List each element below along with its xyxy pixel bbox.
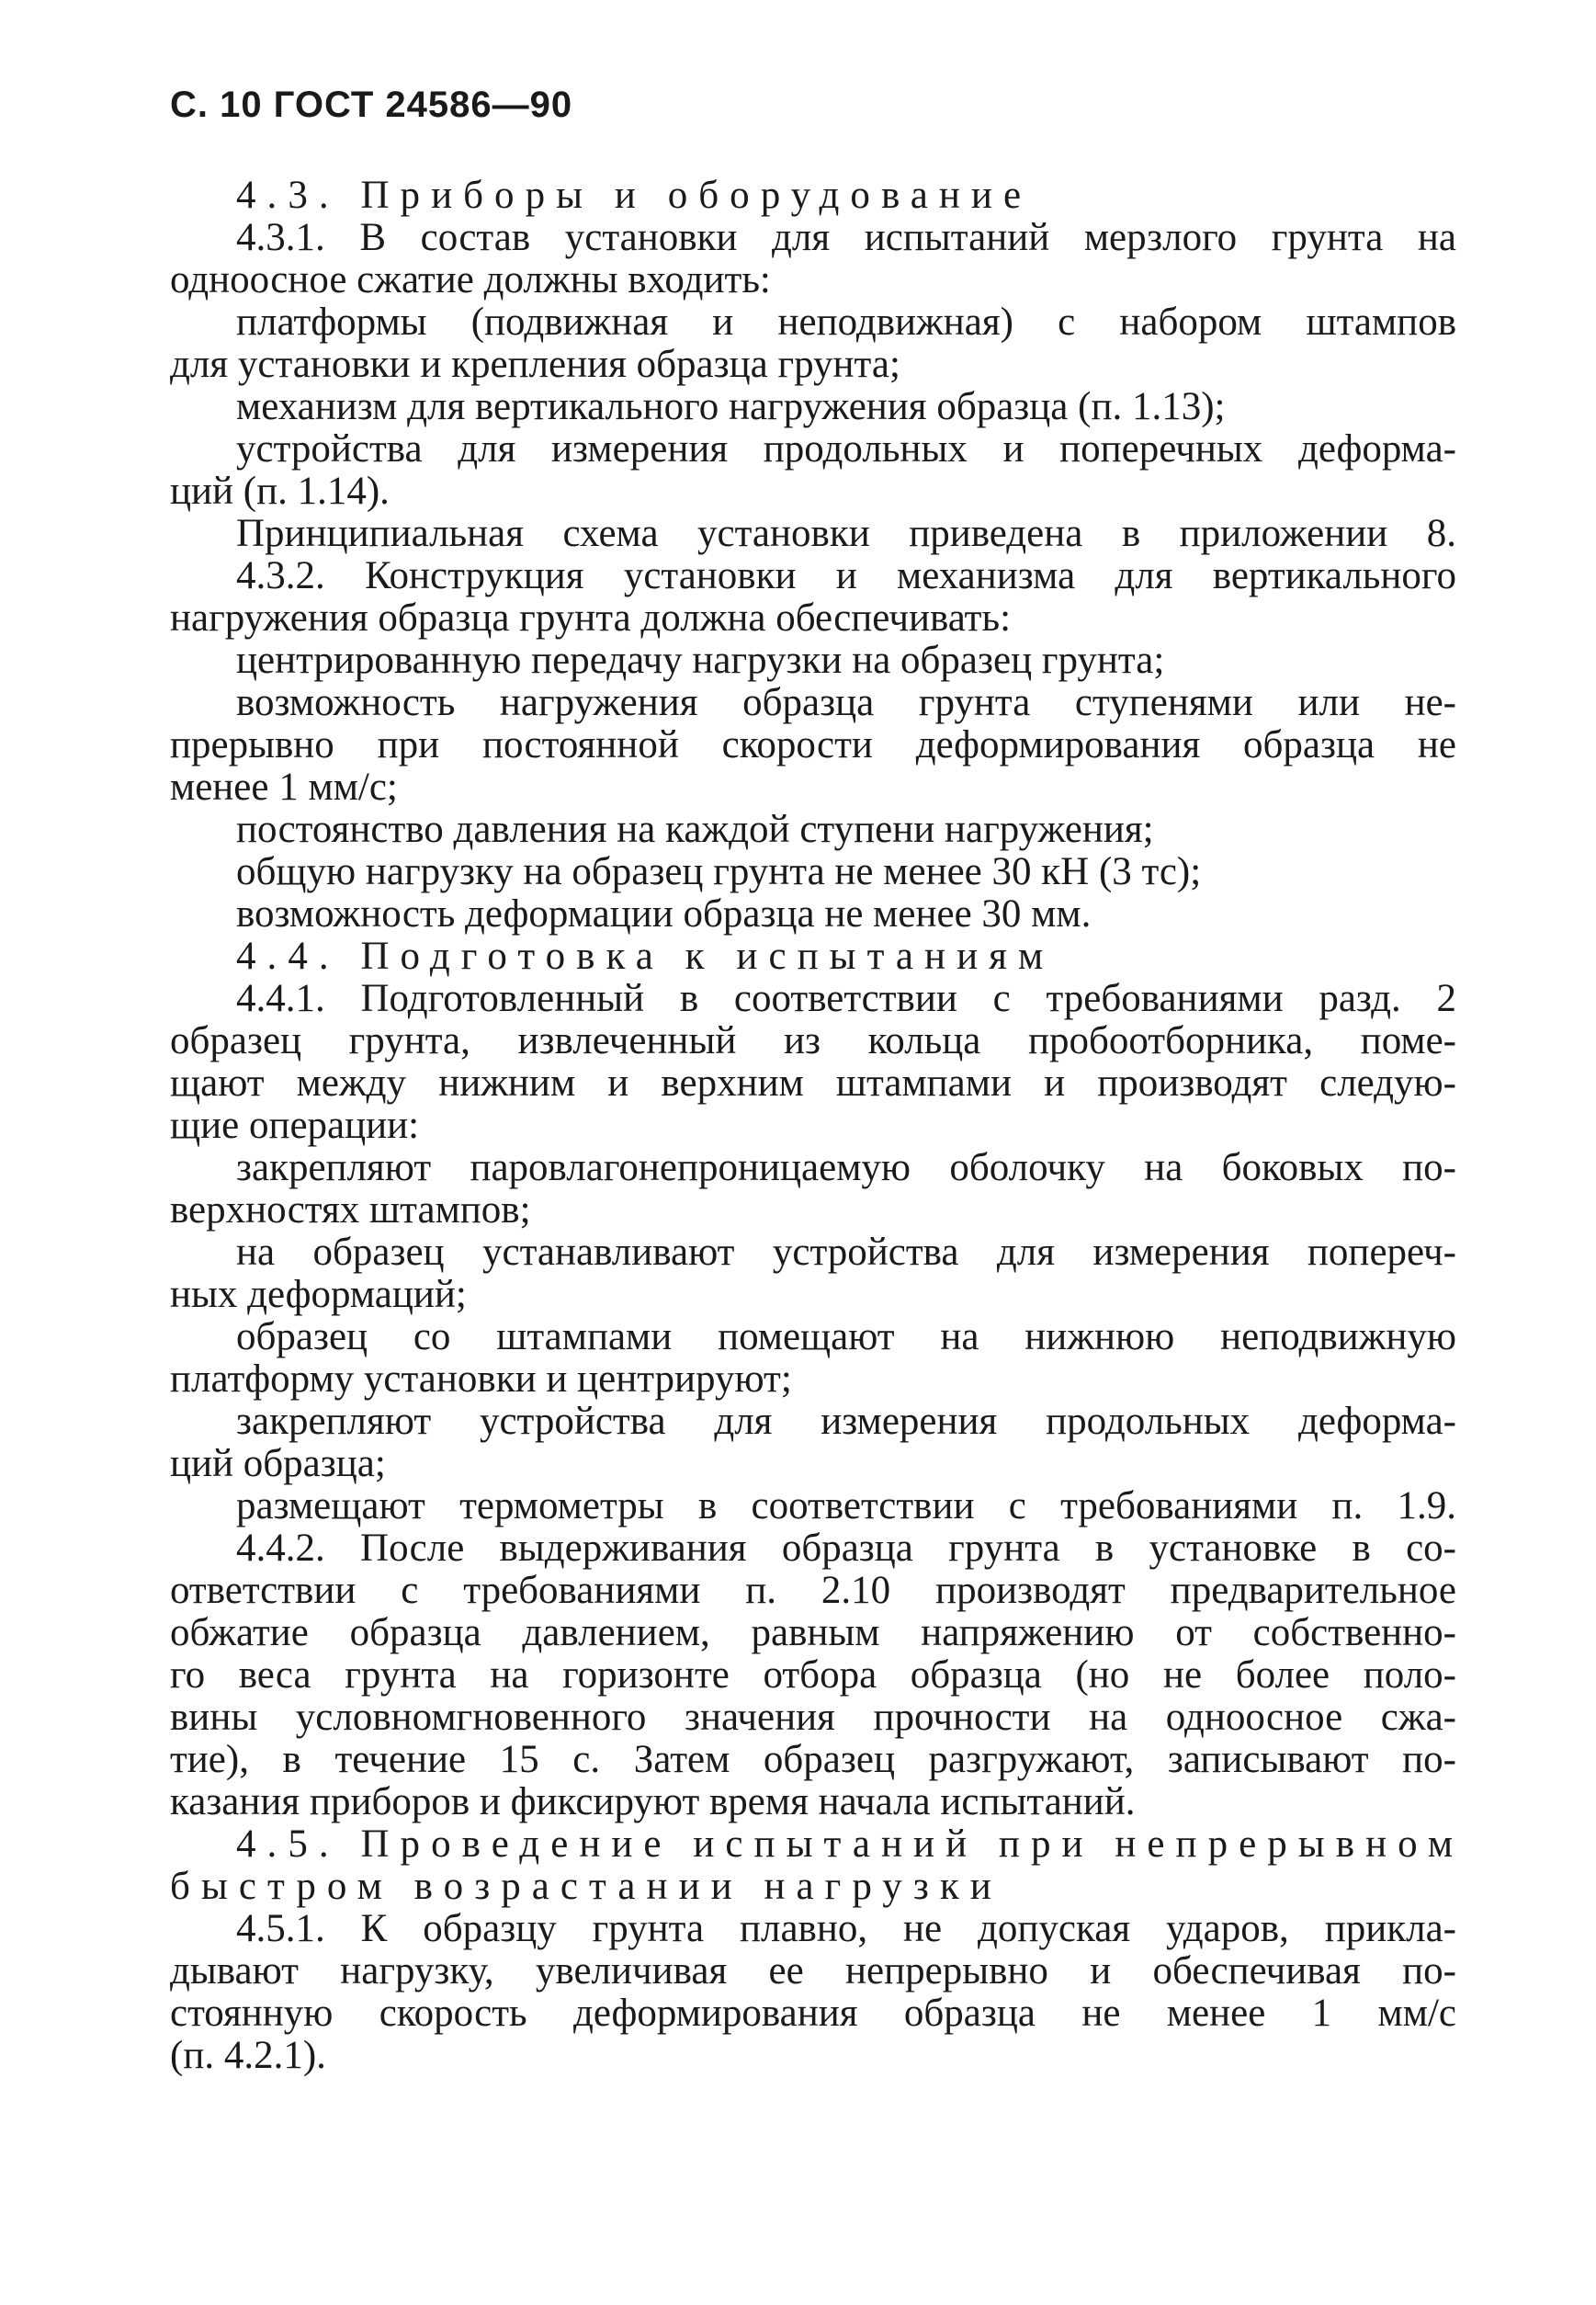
section-heading-line: 4.3. Приборы и оборудование <box>236 174 1033 217</box>
text-line: ных деформаций; <box>170 1273 467 1316</box>
text-line: постоянство давления на каждой ступени нагружения; <box>236 808 1154 851</box>
section-heading-line: 4.5. Проведение испытаний при непрерывном <box>236 1822 1465 1866</box>
text-line: 4.3.2. Конструкция установки и механизма для вертикального <box>236 554 1456 597</box>
text-line: прерывно при постоянной скорости деформирования образца не <box>170 723 1456 766</box>
text-line: возможность деформации образца не менее 30 мм. <box>236 892 1092 936</box>
text-line: верхностях штампов; <box>170 1188 531 1232</box>
text-line: дывают нагрузку, увеличивая ее непрерывно и обеспечивая по- <box>170 1949 1456 1993</box>
section-heading-line: быстром возрастании нагрузки <box>170 1865 1002 1908</box>
text-line: щают между нижним и верхним штампами и производят следую- <box>170 1062 1456 1105</box>
text-line: ций образца; <box>170 1442 386 1485</box>
text-line: на образец устанавливают устройства для измерения попереч- <box>236 1231 1456 1274</box>
text-line: 4.5.1. К образцу грунта плавно, не допуская ударов, прикла- <box>236 1907 1456 1950</box>
text-line: обжатие образца давлением, равным напряжению от собственно- <box>170 1611 1456 1654</box>
text-line: центрированную передачу нагрузки на образец грунта; <box>236 639 1165 682</box>
text-line: закрепляют устройства для измерения продольных деформа- <box>236 1400 1456 1443</box>
text-line: менее 1 мм/с; <box>170 766 398 809</box>
page-header: С. 10 ГОСТ 24586—90 <box>170 85 573 125</box>
text-line: общую нагрузку на образец грунта не менее 30 кН (3 тс); <box>236 850 1202 893</box>
text-line: механизм для вертикального нагружения образца (п. 1.13); <box>236 385 1226 428</box>
document-body <box>170 174 1465 2077</box>
text-line: (п. 4.2.1). <box>170 2034 326 2077</box>
text-line: устройства для измерения продольных и поперечных деформа- <box>236 427 1456 471</box>
text-line: ций (п. 1.14). <box>170 470 390 513</box>
text-line: платформы (подвижная и неподвижная) с набором штампов <box>236 301 1456 344</box>
text-line: казания приборов и фиксируют время начала испытаний. <box>170 1780 1136 1823</box>
text-line: 4.4.1. Подготовленный в соответствии с требованиями разд. 2 <box>236 977 1456 1020</box>
section-heading-line: 4.4. Подготовка к испытаниям <box>236 935 1055 978</box>
text-line: вины условномгновенного значения прочности на одноосное сжа- <box>170 1696 1456 1739</box>
text-line: размещают термометры в соответствии с требованиями п. 1.9. <box>236 1484 1456 1527</box>
text-line: 4.4.2. После выдерживания образца грунта в установке в со- <box>236 1527 1456 1570</box>
text-line: Принципиальная схема установки приведена в приложении 8. <box>236 512 1456 555</box>
text-line: закрепляют паровлагонепроницаемую оболочку на боковых по- <box>236 1146 1456 1189</box>
text-line: одноосное сжатие должны входить: <box>170 258 771 301</box>
text-line: образец грунта, извлеченный из кольца пробоотборника, поме- <box>170 1019 1456 1062</box>
text-line: тие), в течение 15 с. Затем образец разгружают, записывают по- <box>170 1738 1456 1781</box>
text-line: платформу установки и центрируют; <box>170 1357 792 1401</box>
text-line: 4.3.1. В состав установки для испытаний мерзлого грунта на <box>236 216 1456 259</box>
text-line: щие операции: <box>170 1104 420 1147</box>
text-line: стоянную скорость деформирования образца не менее 1 мм/с <box>170 1992 1456 2035</box>
text-line: ответствии с требованиями п. 2.10 производят предварительное <box>170 1569 1456 1612</box>
text-line: образец со штампами помещают на нижнюю неподвижную <box>236 1315 1456 1358</box>
text-line: для установки и крепления образца грунта; <box>170 343 900 386</box>
text-line: нагружения образца грунта должна обеспечивать: <box>170 596 1012 640</box>
text-line: го веса грунта на горизонте отбора образца (но не более поло- <box>170 1653 1456 1697</box>
text-line: возможность нагружения образца грунта ступенями или не- <box>236 681 1456 724</box>
